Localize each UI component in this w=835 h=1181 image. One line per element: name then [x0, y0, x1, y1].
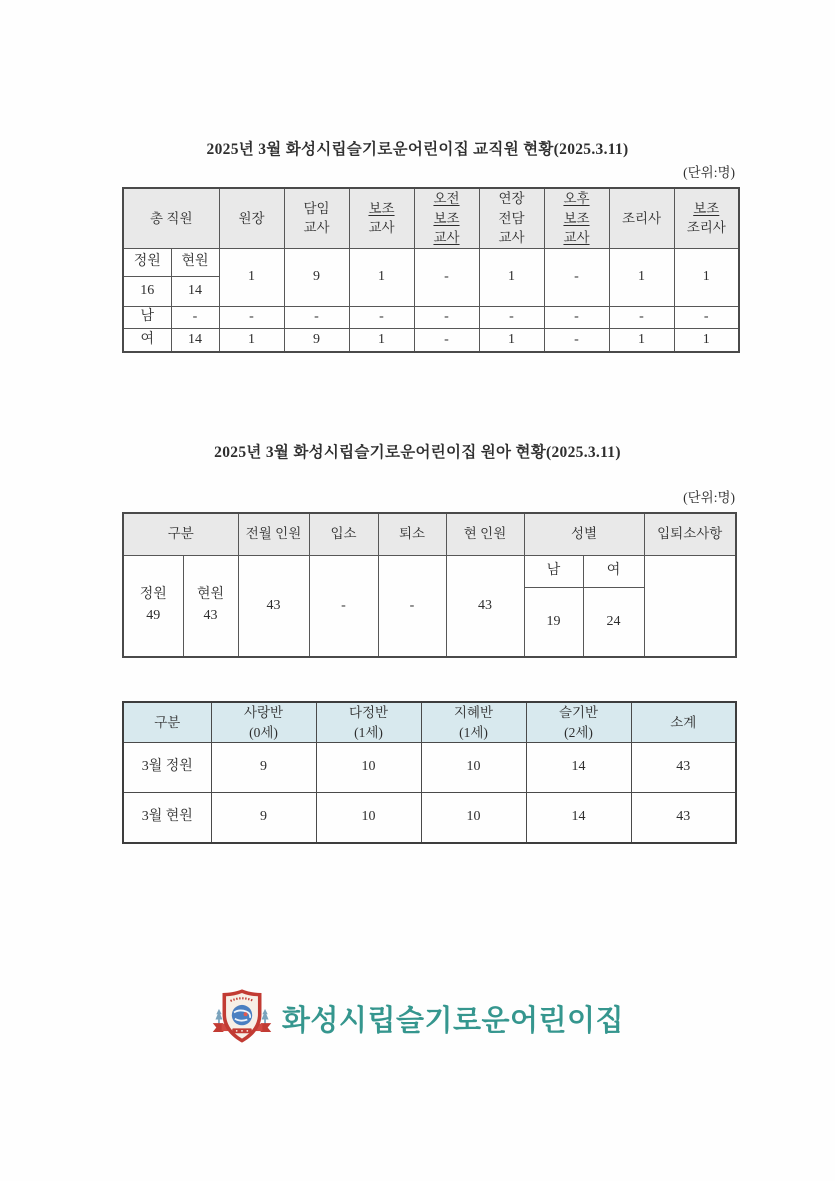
children-current-value: 43 [446, 555, 524, 657]
class-header-subtotal: 소계 [631, 702, 736, 743]
staff-capacity-value: 16 [123, 276, 171, 306]
children-header-notes: 입퇴소사항 [644, 513, 736, 555]
staff-table [122, 187, 740, 353]
class-cell: 10 [316, 743, 421, 793]
children-table [122, 512, 737, 658]
class-cell: 9 [211, 743, 316, 793]
staff-header-assistant-cook: 보조 조리사 [674, 188, 739, 248]
staff-male-cell: - [284, 306, 349, 328]
staff-header-cook: 조리사 [609, 188, 674, 248]
staff-female-cell: 1 [674, 328, 739, 352]
children-male-label: 남 [524, 555, 583, 587]
staff-female-cell: 1 [219, 328, 284, 352]
children-female-label: 여 [583, 555, 644, 587]
children-header-prev-month: 전월 인원 [238, 513, 309, 555]
staff-male-cell: - [349, 306, 414, 328]
class-header-gubun: 구분 [123, 702, 211, 743]
staff-female-cell: 1 [479, 328, 544, 352]
staff-female-cell: 9 [284, 328, 349, 352]
staff-value-cell: 1 [219, 248, 284, 306]
class-header-jihye: 지혜반 (1세) [421, 702, 526, 743]
class-cell: 43 [631, 793, 736, 843]
staff-header-morning-assistant: 오전 보조 교사 [414, 188, 479, 248]
daycare-logo-text: 화성시립슬기로운어린이집 [281, 1004, 625, 1037]
class-table [122, 701, 737, 844]
class-row-label: 3월 정원 [123, 743, 211, 793]
class-header-sarang: 사랑반 (0세) [211, 702, 316, 743]
children-notes-cell [644, 555, 736, 657]
class-cell: 14 [526, 743, 631, 793]
unit-label-children: (단위:명) [683, 490, 735, 505]
staff-table-title: 2025년 3월 화성시립슬기로운어린이집 교직원 현황(2025.3.11) [206, 141, 629, 158]
children-header-gubun: 구분 [123, 513, 238, 555]
children-table-title: 2025년 3월 화성시립슬기로운어린이집 원아 현황(2025.3.11) [214, 444, 621, 461]
children-male-value: 19 [524, 587, 583, 657]
staff-header-extended-teacher: 연장 전담 교사 [479, 188, 544, 248]
staff-female-cell: 1 [349, 328, 414, 352]
table-row [123, 793, 736, 843]
children-capacity-cell: 정원 49 [123, 555, 183, 657]
footer-logo [0, 983, 835, 1053]
staff-capacity-label: 정원 [123, 248, 171, 276]
class-header-seulgi: 슬기반 (2세) [526, 702, 631, 743]
children-header-entered: 입소 [309, 513, 378, 555]
table-row [123, 743, 736, 793]
class-cell: 10 [421, 743, 526, 793]
staff-male-cell: - [544, 306, 609, 328]
children-left-value: - [378, 555, 446, 657]
staff-male-total: - [171, 306, 219, 328]
class-cell: 10 [316, 793, 421, 843]
staff-value-cell: 9 [284, 248, 349, 306]
staff-current-value: 14 [171, 276, 219, 306]
children-current-cell: 현원 43 [183, 555, 238, 657]
staff-male-cell: - [609, 306, 674, 328]
staff-value-cell: - [544, 248, 609, 306]
staff-value-cell: 1 [349, 248, 414, 306]
children-female-value: 24 [583, 587, 644, 657]
class-header-dajeong: 다정반 (1세) [316, 702, 421, 743]
staff-male-cell: - [674, 306, 739, 328]
staff-female-cell: - [544, 328, 609, 352]
children-prev-value: 43 [238, 555, 309, 657]
staff-male-cell: - [219, 306, 284, 328]
staff-header-assistant-teacher: 보조 교사 [349, 188, 414, 248]
class-cell: 14 [526, 793, 631, 843]
staff-header-homeroom-teacher: 담임 교사 [284, 188, 349, 248]
children-header-current: 현 인원 [446, 513, 524, 555]
class-cell: 10 [421, 793, 526, 843]
staff-male-cell: - [414, 306, 479, 328]
class-row-label: 3월 현원 [123, 793, 211, 843]
staff-value-cell: 1 [674, 248, 739, 306]
staff-female-label: 여 [123, 328, 171, 352]
staff-current-label: 현원 [171, 248, 219, 276]
staff-header-director: 원장 [219, 188, 284, 248]
children-header-gender: 성별 [524, 513, 644, 555]
staff-female-cell: - [414, 328, 479, 352]
staff-header-total: 총 직원 [123, 188, 219, 248]
children-header-left: 퇴소 [378, 513, 446, 555]
class-cell: 9 [211, 793, 316, 843]
staff-female-total: 14 [171, 328, 219, 352]
staff-male-cell: - [479, 306, 544, 328]
class-cell: 43 [631, 743, 736, 793]
unit-label-staff: (단위:명) [683, 165, 735, 180]
staff-value-cell: 1 [609, 248, 674, 306]
staff-male-label: 남 [123, 306, 171, 328]
staff-female-cell: 1 [609, 328, 674, 352]
staff-value-cell: - [414, 248, 479, 306]
children-entered-value: - [309, 555, 378, 657]
daycare-shield-icon [211, 987, 273, 1050]
staff-header-afternoon-assistant: 오후 보조 교사 [544, 188, 609, 248]
staff-value-cell: 1 [479, 248, 544, 306]
